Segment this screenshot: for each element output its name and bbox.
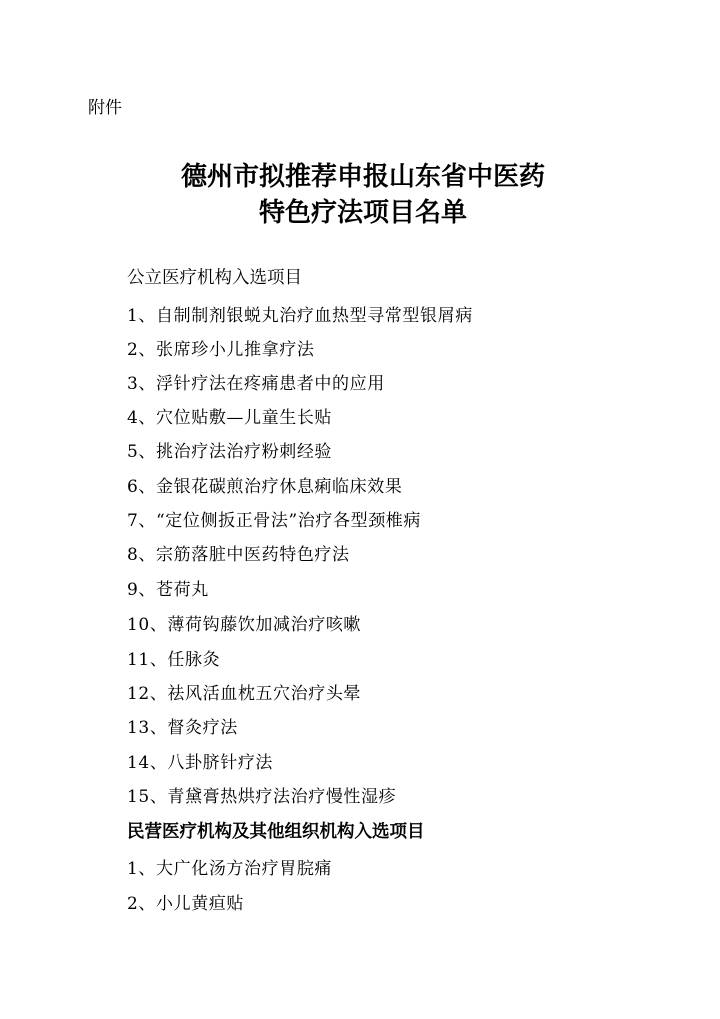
list-item: 13、督灸疗法 — [127, 718, 238, 738]
list-item: 7、“定位侧扳正骨法”治疗各型颈椎病 — [127, 511, 421, 531]
attachment-label: 附件 — [88, 98, 122, 118]
list-item: 10、薄荷钩藤饮加减治疗咳嗽 — [127, 615, 362, 635]
list-item: 4、穴位贴敷—儿童生长贴 — [127, 408, 333, 428]
list-item: 1、大广化汤方治疗胃脘痛 — [127, 859, 333, 879]
list-item: 3、浮针疗法在疼痛患者中的应用 — [127, 374, 385, 394]
private-section-heading: 民营医疗机构及其他组织机构入选项目 — [127, 822, 425, 842]
document-title-line-2: 特色疗法项目名单 — [258, 198, 467, 228]
document-title-line-1: 德州市拟推荐申报山东省中医药 — [180, 162, 545, 192]
list-item: 1、自制制剂银蜕丸治疗血热型寻常型银屑病 — [127, 306, 473, 326]
list-item: 9、苍荷丸 — [127, 580, 209, 600]
list-item: 5、挑治疗法治疗粉刺经验 — [127, 442, 333, 462]
list-item: 6、金银花碳煎治疗休息痢临床效果 — [127, 477, 403, 497]
list-item: 2、小儿黄疸贴 — [127, 894, 245, 914]
list-item: 8、宗筋落脏中医药特色疗法 — [127, 545, 350, 565]
list-item: 12、祛风活血枕五穴治疗头晕 — [127, 684, 362, 704]
public-section-heading: 公立医疗机构入选项目 — [127, 268, 302, 288]
list-item: 11、任脉灸 — [127, 650, 221, 670]
list-item: 14、八卦脐针疗法 — [127, 753, 274, 773]
list-item: 2、张席珍小儿推拿疗法 — [127, 340, 315, 360]
list-item: 15、青黛膏热烘疗法治疗慢性湿疹 — [127, 787, 397, 807]
